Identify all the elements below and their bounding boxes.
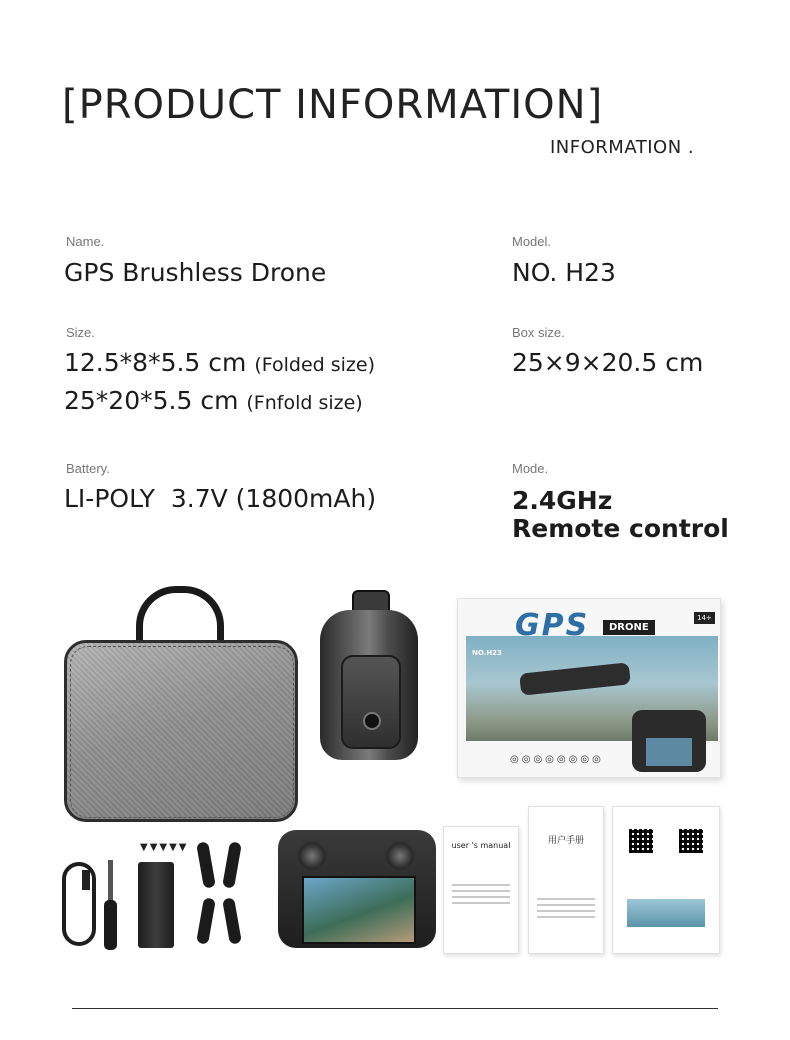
manual-text-line bbox=[452, 884, 510, 886]
size-folded-note: (Folded size) bbox=[254, 354, 375, 376]
size-folded bbox=[64, 348, 375, 377]
drone-battery bbox=[138, 862, 174, 948]
box-feature-icons: ◎◎◎◎◎◎◎◎ bbox=[510, 754, 604, 765]
mode-label: Mode. bbox=[512, 461, 549, 476]
box-logo: GPS bbox=[515, 608, 590, 643]
right-stick-icon bbox=[386, 842, 414, 870]
manual-english-title: user 's manual bbox=[451, 841, 511, 850]
propeller bbox=[196, 841, 216, 888]
screws-icon: ▼▼▼▼▼ bbox=[140, 842, 189, 853]
size-label: Size. bbox=[66, 325, 95, 340]
qr-code-icon bbox=[679, 829, 703, 853]
box-controller-screen bbox=[646, 738, 692, 766]
propeller bbox=[222, 897, 242, 944]
drone-lens-icon bbox=[363, 712, 381, 730]
size-folded-value: 12.5*8*5.5 cm bbox=[64, 348, 247, 377]
page-subtitle: INFORMATION . bbox=[550, 137, 695, 158]
qr-code-icon bbox=[629, 829, 653, 853]
manual-text-line bbox=[452, 890, 510, 892]
manual-text-line bbox=[537, 916, 595, 918]
model-label: Model. bbox=[512, 234, 552, 249]
box-model-number: NO.H23 bbox=[472, 649, 502, 657]
page-title: [PRODUCT INFORMATION] bbox=[62, 82, 604, 128]
model-value: NO. H23 bbox=[512, 258, 616, 287]
battery-value: LI-POLY 3.7V (1800mAh) bbox=[64, 484, 377, 513]
case-zipper bbox=[70, 646, 294, 818]
size-unfolded-value: 25*20*5.5 cm bbox=[64, 386, 239, 415]
box-size-value: 25×9×20.5 cm bbox=[512, 348, 704, 377]
manual-text-line bbox=[537, 910, 595, 912]
manual-text-line bbox=[537, 904, 595, 906]
manual-chinese-title: 用户手册 bbox=[547, 836, 584, 846]
usb-cable bbox=[62, 862, 96, 946]
mode-frequency: 2.4GHz bbox=[512, 486, 613, 515]
case-handle bbox=[136, 586, 224, 648]
battery-label: Battery. bbox=[66, 461, 110, 476]
left-stick-icon bbox=[298, 842, 326, 870]
size-unfolded-note: (Fnfold size) bbox=[246, 392, 363, 414]
drone-body bbox=[341, 655, 401, 749]
usb-plug-icon bbox=[82, 870, 90, 890]
manual-text-line bbox=[452, 902, 510, 904]
size-unfolded bbox=[64, 386, 363, 415]
box-drone-tag: DRONE bbox=[603, 620, 655, 635]
screwdriver-handle bbox=[104, 900, 117, 950]
manual-chinese bbox=[528, 806, 604, 954]
box-age-badge: 14+ bbox=[694, 612, 715, 624]
controller-screen bbox=[302, 876, 416, 944]
qr-card-image bbox=[627, 899, 705, 927]
manual-text-line bbox=[537, 898, 595, 900]
qr-card bbox=[612, 806, 720, 954]
manual-english bbox=[443, 826, 519, 954]
bottom-divider bbox=[72, 1008, 718, 1009]
propeller bbox=[222, 841, 242, 888]
mode-type: Remote control bbox=[512, 514, 729, 543]
manual-text-line bbox=[452, 896, 510, 898]
box-size-label: Box size. bbox=[512, 325, 565, 340]
propeller bbox=[196, 897, 216, 944]
name-label: Name. bbox=[66, 234, 105, 249]
name-value: GPS Brushless Drone bbox=[64, 258, 327, 287]
